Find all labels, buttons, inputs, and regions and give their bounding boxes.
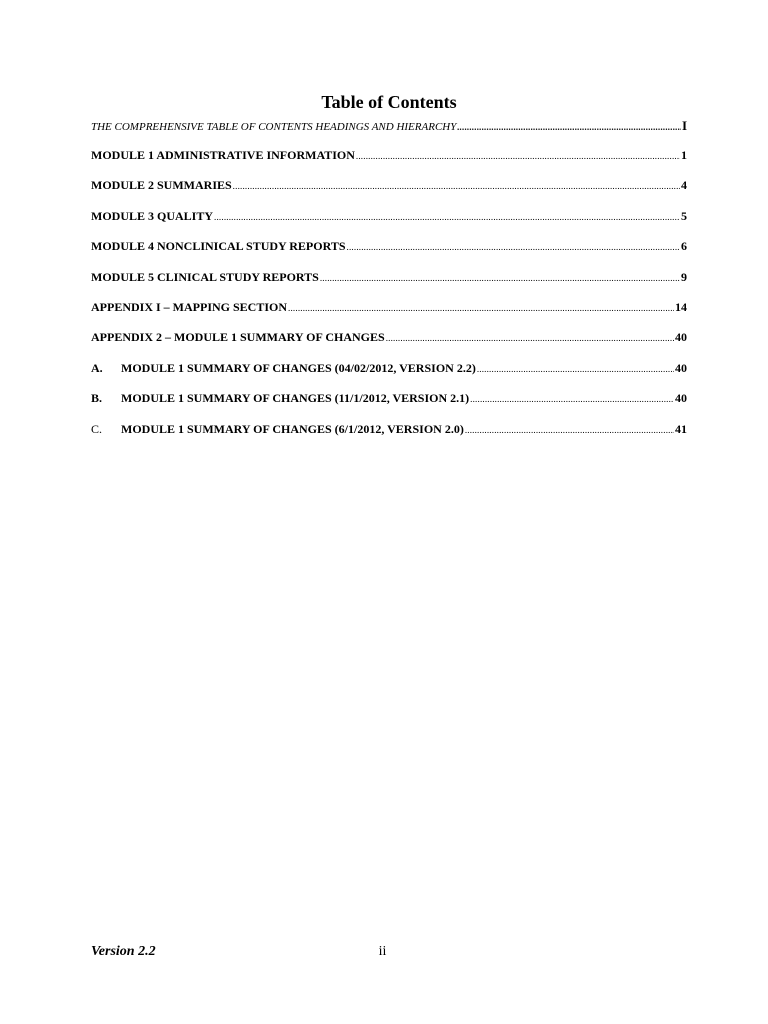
toc-leader-dots [356, 151, 680, 161]
toc-leader-dots [233, 181, 680, 191]
toc-entry-page: 41 [675, 421, 687, 436]
toc-entry-text: MODULE 3 QUALITY [91, 208, 214, 223]
page-title: Table of Contents [321, 92, 457, 112]
toc-entry-appendix-2[interactable] [91, 330, 687, 360]
footer-page-number: ii [378, 944, 387, 959]
toc-entry-page: 40 [675, 391, 687, 406]
toc-leader-dots [214, 212, 680, 222]
toc-entry-letter: C. [91, 421, 103, 436]
toc-entry-page: 4 [681, 178, 687, 193]
toc-leader-dots [465, 425, 674, 435]
toc-entry-text: MODULE 2 SUMMARIES [91, 178, 232, 193]
toc-entry-page: 40 [675, 360, 687, 375]
toc-entry-section-b[interactable] [91, 391, 687, 421]
toc-entry-text: THE COMPREHENSIVE TABLE OF CONTENTS HEADINGS AND HIERARCHY [91, 121, 457, 133]
toc-entry-module-1[interactable] [91, 148, 687, 178]
toc-leader-dots [457, 122, 681, 132]
toc-leader-dots [347, 242, 680, 252]
toc-entry-page: 6 [681, 239, 687, 254]
toc-entry-page: 1 [681, 148, 687, 162]
toc-entry-appendix-1[interactable] [91, 300, 687, 330]
toc-leader-dots [477, 364, 674, 374]
toc-entry-section-a[interactable] [91, 361, 687, 391]
toc-entry-text: MODULE 1 SUMMARY OF CHANGES (11/1/2012, VERSION 2.1) [121, 391, 470, 406]
toc-list [91, 118, 687, 452]
toc-entry-module-4[interactable] [91, 239, 687, 269]
toc-leader-dots [386, 333, 674, 343]
toc-leader-dots [320, 273, 680, 283]
toc-entry-module-3[interactable] [91, 209, 687, 239]
toc-entry-section-c[interactable] [91, 422, 687, 452]
toc-leader-dots [288, 303, 674, 313]
toc-entry-text: APPENDIX I – MAPPING SECTION [91, 299, 288, 314]
toc-entry-page: 40 [675, 330, 687, 345]
toc-entry-module-2[interactable] [91, 178, 687, 208]
toc-entry-text: APPENDIX 2 – MODULE 1 SUMMARY OF CHANGES [91, 330, 385, 345]
toc-entry-text: MODULE 1 SUMMARY OF CHANGES (6/1/2012, VERSION 2.0) [121, 421, 464, 436]
toc-entry-letter: B. [91, 391, 103, 406]
toc-leader-dots [470, 394, 674, 404]
toc-entry-text: MODULE 1 SUMMARY OF CHANGES (04/02/2012, VERSION 2.2) [121, 360, 476, 375]
toc-entry-text: MODULE 1 ADMINISTRATIVE INFORMATION [91, 148, 355, 162]
toc-entry-text: MODULE 4 NONCLINICAL STUDY REPORTS [91, 239, 346, 254]
toc-entry-page: I [681, 118, 687, 133]
toc-entry-module-5[interactable] [91, 270, 687, 300]
footer-version: Version 2.2 [91, 944, 156, 959]
toc-entry-comprehensive-toc[interactable] [91, 118, 687, 148]
toc-entry-text: MODULE 5 CLINICAL STUDY REPORTS [91, 269, 319, 284]
toc-entry-page: 5 [681, 208, 687, 223]
toc-entry-page: 14 [675, 299, 687, 314]
toc-entry-page: 9 [681, 269, 687, 284]
toc-entry-letter: A. [91, 360, 103, 375]
